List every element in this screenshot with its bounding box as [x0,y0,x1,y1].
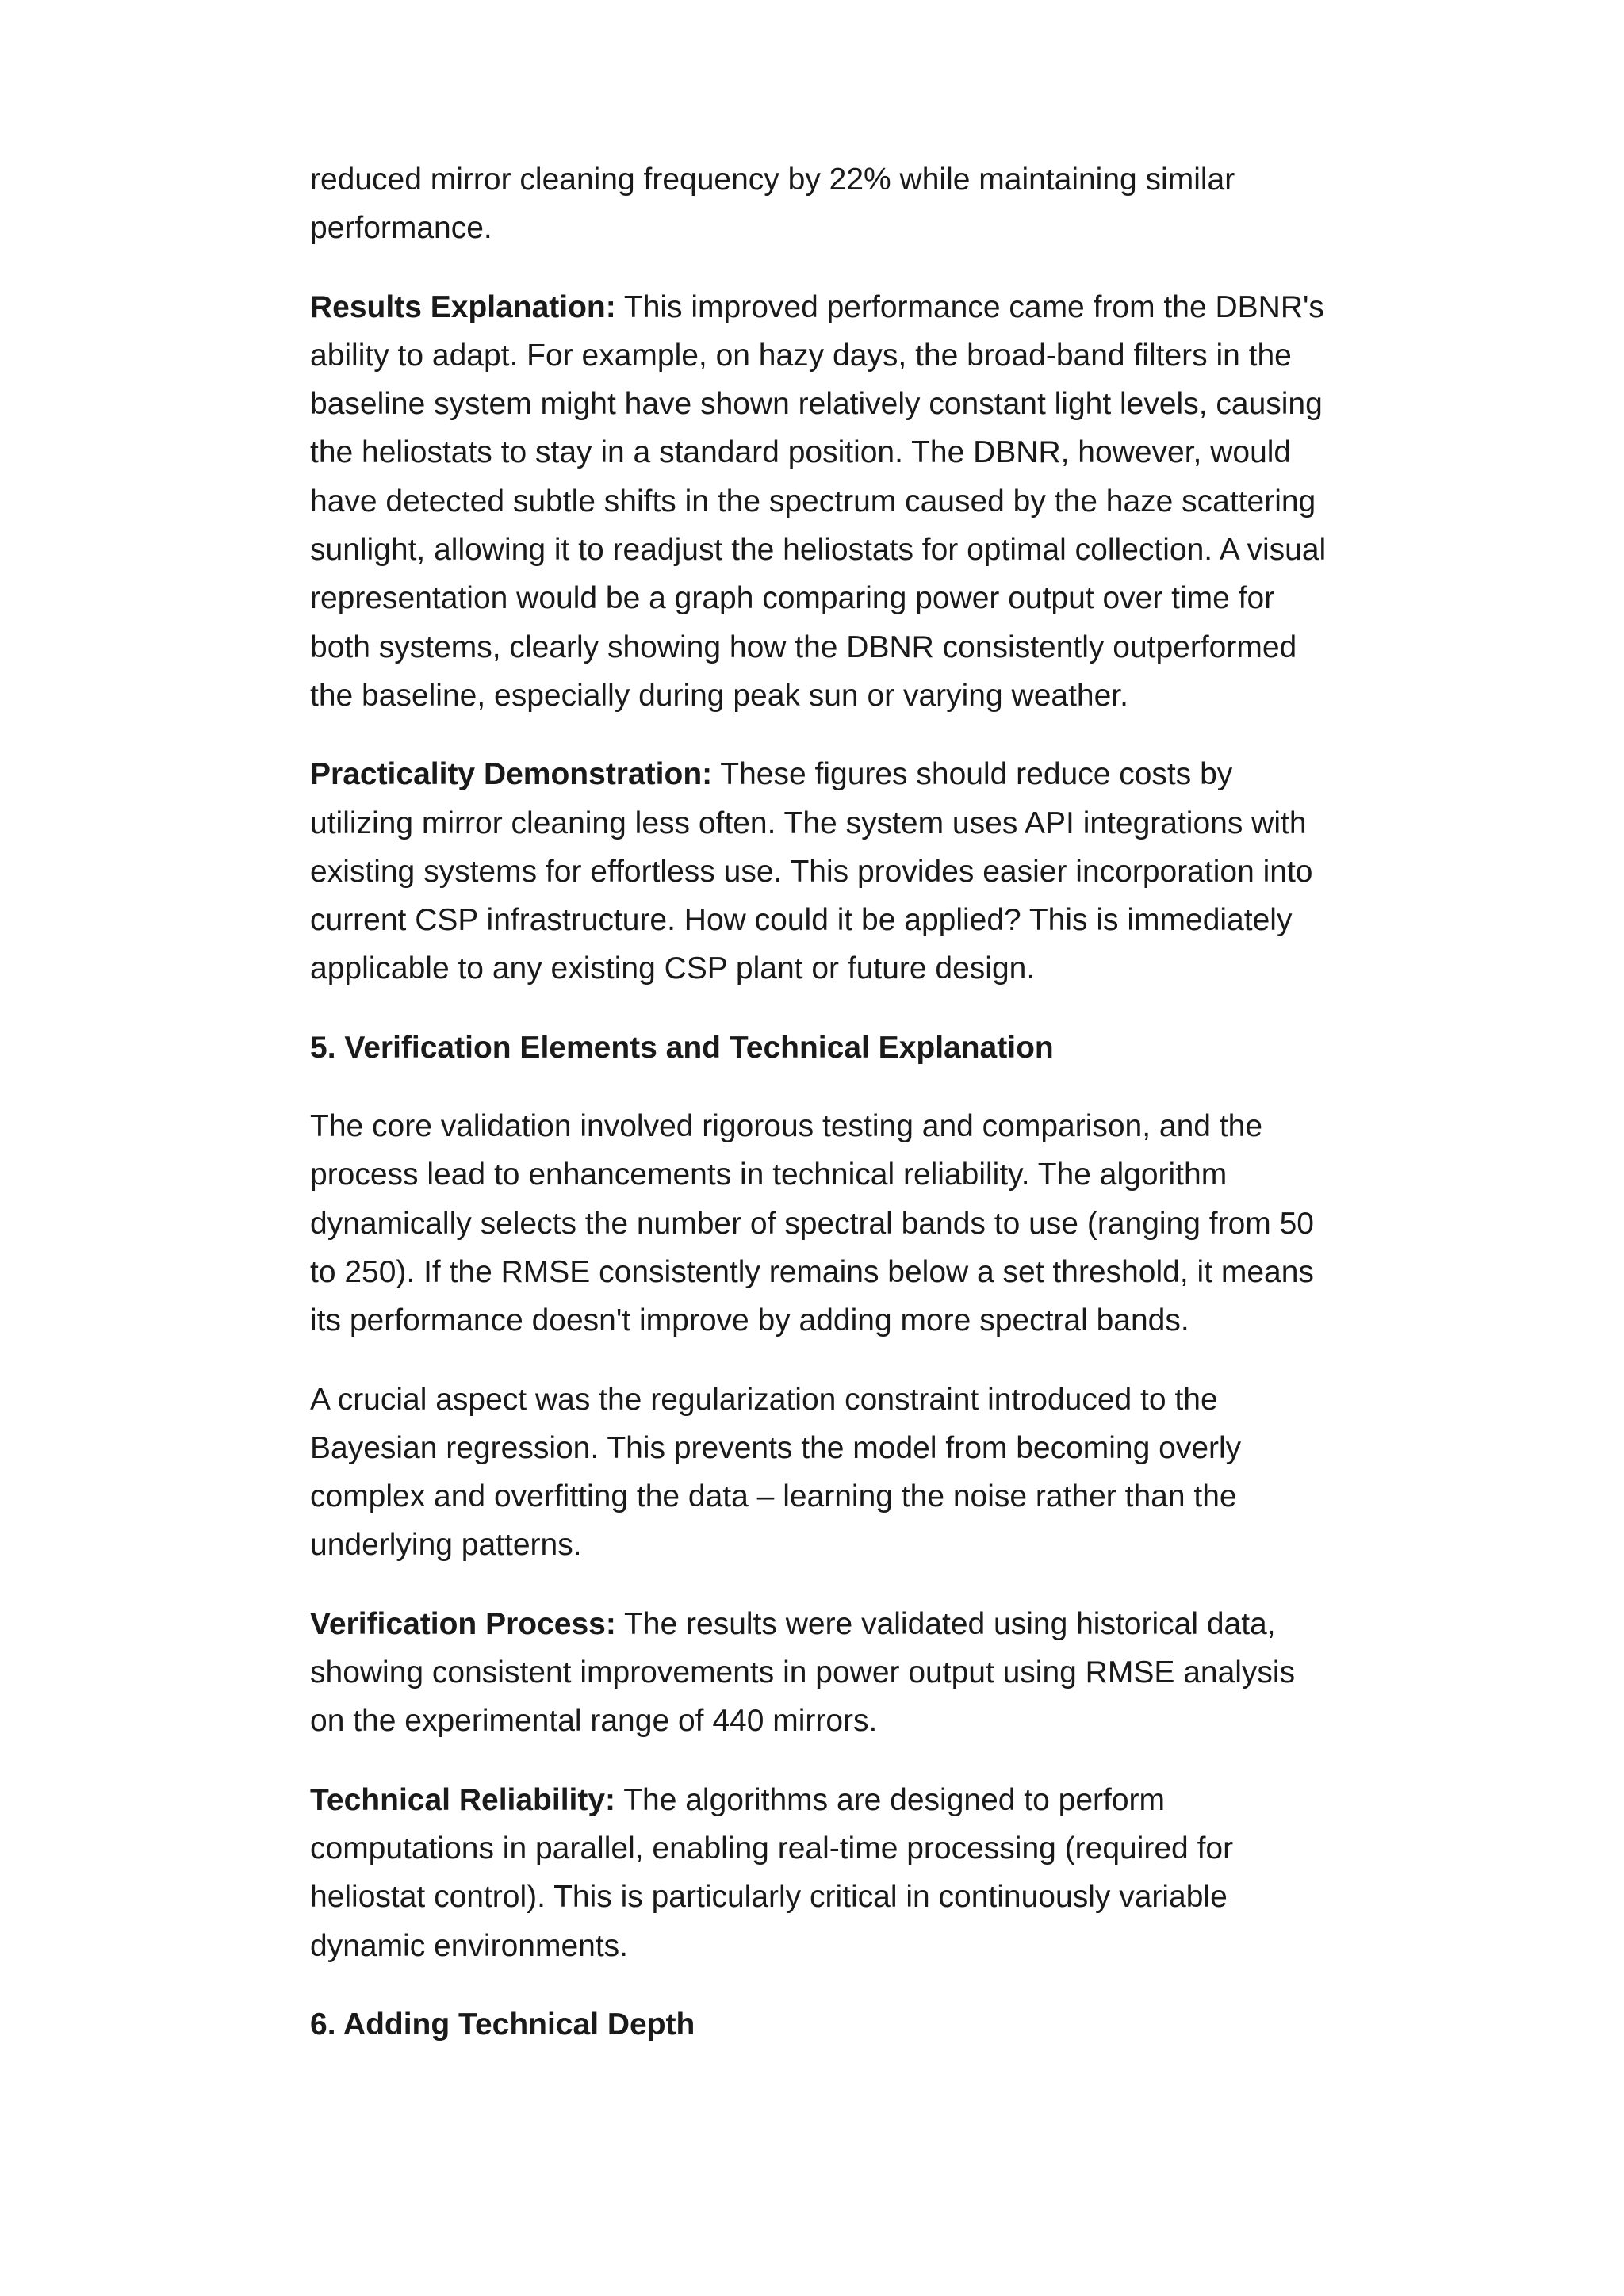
technical-reliability-lead: Technical Reliability: [310,1782,616,1817]
document-page [310,155,1333,2079]
paragraph-regularization: A crucial aspect was the regularization constraint introduced to the Bayesian regression. This prevents the model from becoming overly complex and overfitting the data – learning the noise rather than the underlying patterns. [310,1382,1242,1563]
paragraph-technical-reliability [310,1776,1333,1970]
results-explanation-lead: Results Explanation: [310,289,616,324]
technical-reliability-body: The algorithms are designed to perform computations in parallel, enabling real-time processing (required for heliostat control). This is particularly critical in continuously variable dynamic environments. [310,1782,1234,1963]
results-explanation-body: This improved performance came from the DBNR's ability to adapt. For example, on hazy days, the broad-band filters in the baseline system might have shown relatively constant light levels, causing the heliostats to stay in a standard position. The DBNR, however, would have detected subtle shifts in the spectrum caused by the haze scattering sunlight, allowing it to readjust the heliostats for optimal collection. A visual representation would be a graph comparing power output over time for both systems, clearly showing how the DBNR consistently outperformed the baseline, especially during peak sun or varying weather. [310,289,1327,713]
practicality-demonstration-lead: Practicality Demonstration: [310,757,713,792]
verification-process-body: The results were validated using historical data, showing consistent improvements in power output using RMSE analysis on the experimental range of 440 mirrors. [310,1606,1296,1739]
paragraph-practicality-demonstration [310,750,1333,993]
paragraph-results-explanation [310,283,1333,721]
practicality-demonstration-body: These figures should reduce costs by utilizing mirror cleaning less often. The system uses API integrations with existing systems for effortless use. This provides easier incorporation into current CSP infrastructure. How could it be applied? This is immediately applicable to any existing CSP plant or future design. [310,757,1313,986]
paragraph-continuation: reduced mirror cleaning frequency by 22% while maintaining similar performance. [310,163,1235,246]
paragraph-core-validation: The core validation involved rigorous testing and comparison, and the process lead to enhancements in technical reliability. The algorithm dynamically selects the number of spectral bands to use (ranging from 50 to 250). If the RMSE consistently remains below a set threshold, it means its performance doesn't improve by adding more spectral bands. [310,1109,1314,1338]
verification-process-lead: Verification Process: [310,1606,616,1641]
section-heading-verification: 5. Verification Elements and Technical Explanation [310,1030,1054,1065]
section-heading-technical-depth: 6. Adding Technical Depth [310,2007,695,2042]
paragraph-verification-process [310,1600,1333,1746]
